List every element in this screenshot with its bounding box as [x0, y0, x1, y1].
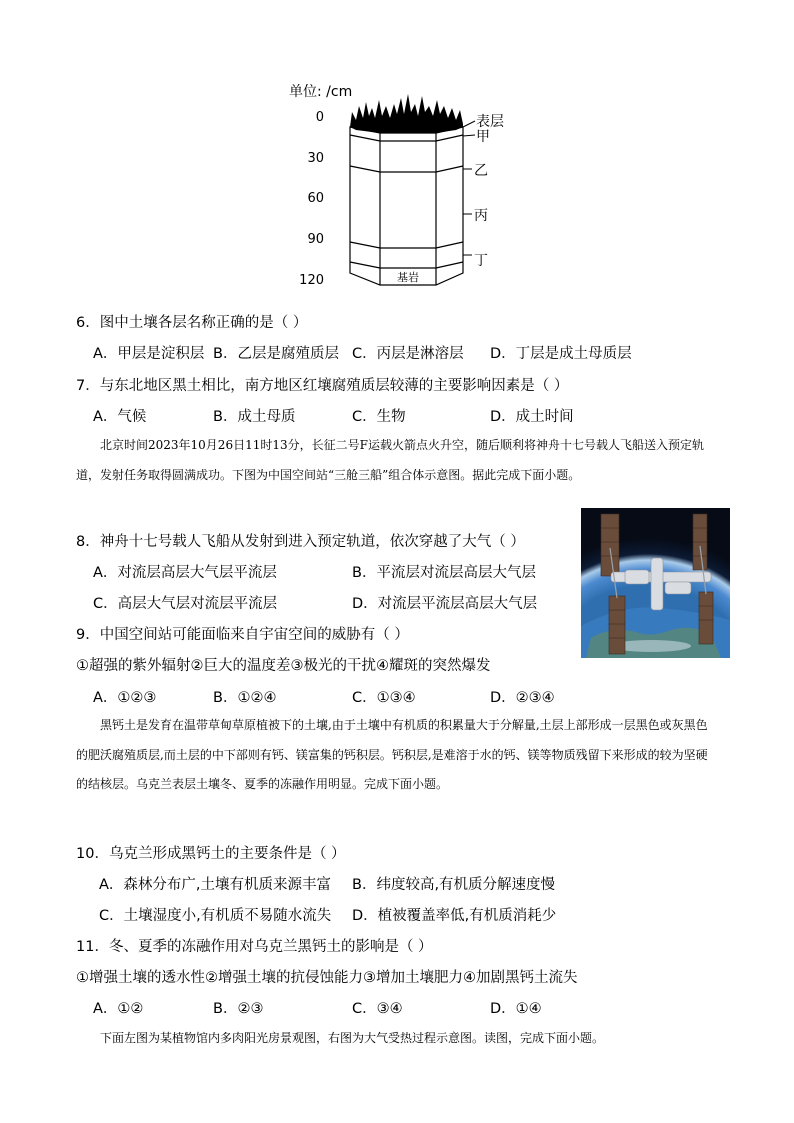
- q10-option-b: B．纬度较高,有机质分解速度慢: [352, 877, 556, 893]
- unit-label: 单位: /cm: [289, 84, 353, 100]
- layer-label-surface: 表层: [476, 114, 504, 130]
- q8-option-d: D．对流层平流层高层大气层: [352, 596, 538, 612]
- q9-option-d: D．②③④: [490, 690, 555, 706]
- passage-sunroom: 下面左图为某植物馆内多肉阳光房景观图，右图为大气受热过程示意图。读图，完成下面小题。: [100, 1031, 605, 1045]
- q10-stem: 10．乌克兰形成黑钙土的主要条件是（ ）: [76, 846, 346, 862]
- q11-items: ①增强土壤的透水性②增强土壤的抗侵蚀能力③增加土壤肥力④加剧黑钙土流失: [76, 970, 578, 986]
- q7-option-b: B．成土母质: [213, 409, 296, 425]
- q11-option-d: D．①④: [490, 1001, 542, 1017]
- q9-stem: 9．中国空间站可能面临来自宇宙空间的威胁有（ ）: [76, 627, 409, 643]
- tick-120: 120: [299, 273, 324, 288]
- q8-option-b: B．平流层对流层高层大气层: [352, 565, 536, 581]
- q7-stem: 7．与东北地区黑土相比，南方地区红壤腐殖质层较薄的主要影响因素是（ ）: [76, 378, 569, 394]
- q11-option-c: C．③④: [352, 1001, 403, 1017]
- q7-option-a: A．气候: [93, 409, 147, 425]
- q8-option-c: C．高层大气层对流层平流层: [93, 596, 278, 612]
- q9-items: ①超强的紫外辐射②巨大的温度差③极光的干扰④耀斑的突然爆发: [76, 658, 491, 674]
- q6-option-c: C．丙层是淋溶层: [352, 346, 464, 362]
- layer-labels: [463, 121, 475, 255]
- bedrock-label: 基岩: [397, 271, 419, 284]
- q11-option-b: B．②③: [213, 1001, 264, 1017]
- soil-prism: [350, 127, 463, 285]
- q6-option-a: A．甲层是淀积层: [93, 346, 205, 362]
- tick-90: 90: [307, 232, 324, 247]
- q9-option-b: B．①②④: [213, 690, 277, 706]
- grass-icon: [350, 94, 463, 133]
- layer-label-bing: 丙: [474, 208, 488, 224]
- q11-stem: 11．冬、夏季的冻融作用对乌克兰黑钙土的影响是（ ）: [76, 939, 433, 955]
- layer-label-jia: 甲: [476, 129, 490, 145]
- q9-option-a: A．①②③: [93, 690, 157, 706]
- q10-option-d: D．植被覆盖率低,有机质消耗少: [352, 908, 557, 924]
- q7-option-d: D．成土时间: [490, 409, 574, 425]
- q7-option-c: C．生物: [352, 409, 406, 425]
- layer-label-ding: 丁: [474, 253, 488, 269]
- tick-30: 30: [307, 151, 324, 166]
- depth-axis: [299, 110, 324, 288]
- passage-space-launch: 北京时间2023年10月26日11时13分，长征二号F运载火箭点火升空，随后顺利将神舟十七号载人飞船送入预定轨道，发射任务取得圆满成功。下图为中国空间站“三舱三船”组合体示意图。据此完成下面小题。: [76, 438, 704, 482]
- q10-option-a: A．森林分布广,土壤有机质来源丰富: [99, 877, 332, 893]
- tick-0: 0: [315, 110, 324, 125]
- layer-label-yi: 乙: [474, 163, 488, 179]
- q6-option-b: B．乙层是腐殖质层: [213, 346, 339, 362]
- space-station-photo: [581, 508, 730, 658]
- q11-option-a: A．①②: [93, 1001, 144, 1017]
- q10-option-c: C．土壤湿度小,有机质不易随水流失: [99, 908, 332, 924]
- passage-chernozem: 黑钙土是发育在温带草甸草原植被下的土壤,由于土壤中有机质的积累量大于分解量,土层上部形成一层黑色或灰黑色的肥沃腐殖质层,而土层的中下部则有钙、镁富集的钙积层。钙积层,是难溶于水的钙、镁等物质残留下来形成的较为坚硬的结核层。乌克兰表层土壤冬、夏季的冻融作用明显。完成下面小题。: [76, 718, 708, 791]
- q6-stem: 6．图中土壤各层名称正确的是（ ）: [76, 315, 308, 331]
- q6-option-d: D．丁层是成土母质层: [490, 346, 632, 362]
- q8-stem: 8．神舟十七号载人飞船从发射到进入预定轨道，依次穿越了大气（ ）: [76, 534, 525, 550]
- q9-option-c: C．①③④: [352, 690, 416, 706]
- tick-60: 60: [307, 191, 324, 206]
- soil-profile-figure: [280, 80, 520, 300]
- q8-option-a: A．对流层高层大气层平流层: [93, 565, 277, 581]
